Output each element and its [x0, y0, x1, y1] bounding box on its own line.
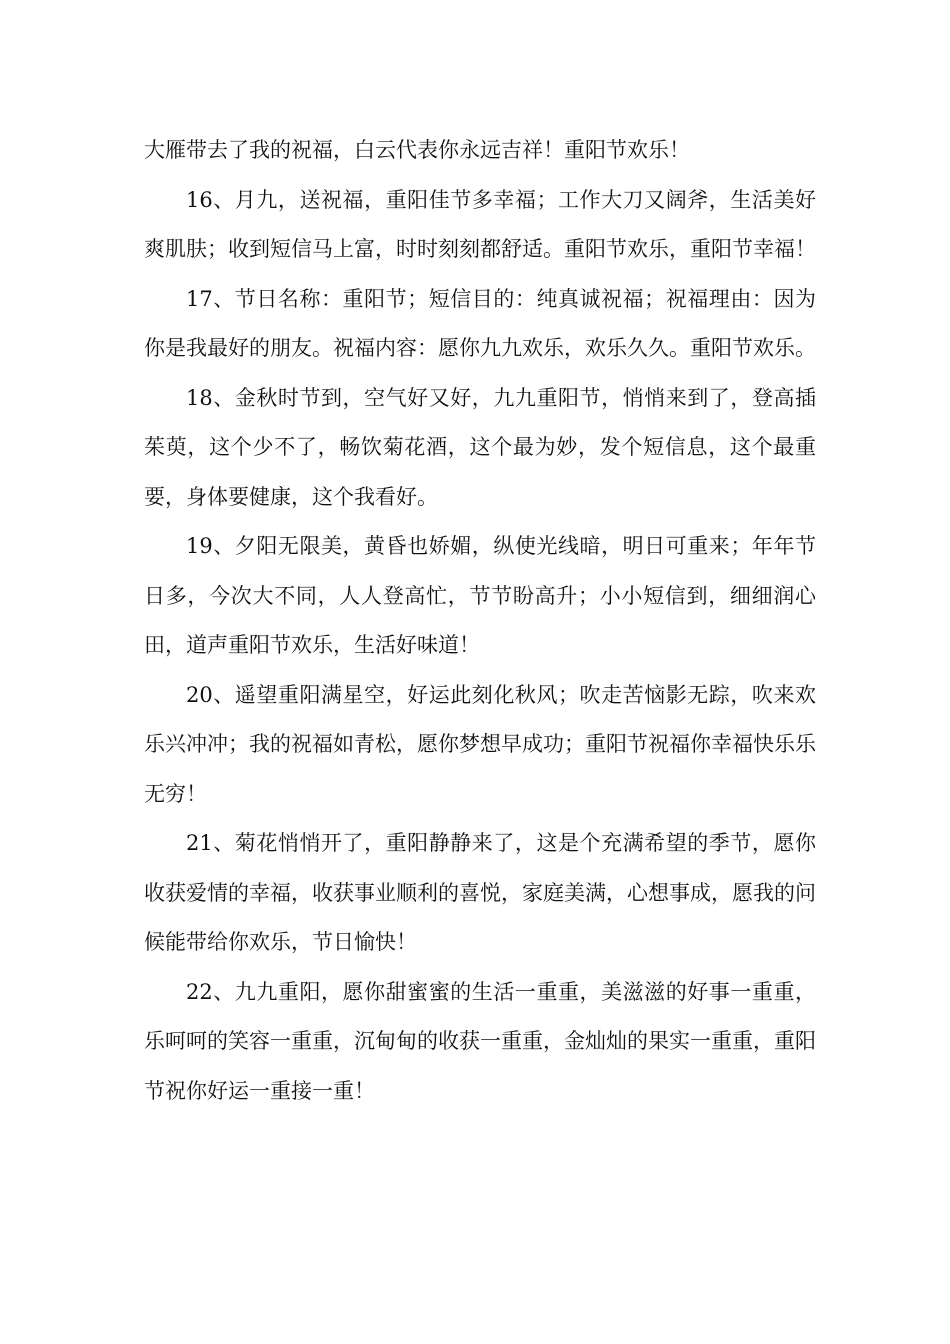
paragraph-16: 16、月九，送祝福，重阳佳节多幸福；工作大刀又阔斧，生活美好爽肌肤；收到短信马上富，时时刻刻都舒适。重阳节欢乐，重阳节幸福！	[144, 187, 816, 261]
paragraph-22: 22、九九重阳，愿你甜蜜蜜的生活一重重，美滋滋的好事一重重，乐呵呵的笑容一重重，沉甸甸的收获一重重，金灿灿的果实一重重，重阳节祝你好运一重接一重！	[144, 979, 816, 1103]
paragraph-17: 17、节日名称：重阳节；短信目的：纯真诚祝福；祝福理由：因为你是我最好的朋友。祝福内容：愿你九九欢乐，欢乐久久。重阳节欢乐。	[144, 286, 816, 360]
paragraph-continued: 大雁带去了我的祝福，白云代表你永远吉祥！重阳节欢乐！	[144, 138, 690, 162]
paragraph-21: 21、菊花悄悄开了，重阳静静来了，这是个充满希望的季节，愿你收获爱情的幸福，收获事业顺利的喜悦，家庭美满，心想事成，愿我的问候能带给你欢乐，节日愉快！	[144, 831, 816, 954]
paragraph-19: 19、夕阳无限美，黄昏也娇媚，纵使光线暗，明日可重来；年年节日多，今次大不同，人人登高忙，节节盼高升；小小短信到，细细润心田，道声重阳节欢乐，生活好味道！	[144, 534, 816, 657]
paragraph-18: 18、金秋时节到，空气好又好，九九重阳节，悄悄来到了，登高插茱萸，这个少不了，畅饮菊花酒，这个最为妙，发个短信息，这个最重要，身体要健康，这个我看好。	[144, 385, 816, 509]
paragraph-20: 20、遥望重阳满星空，好运此刻化秋风；吹走苦恼影无踪，吹来欢乐兴冲冲；我的祝福如青松，愿你梦想早成功；重阳节祝福你幸福快乐乐无穷！	[144, 682, 816, 806]
document-body	[144, 126, 816, 1116]
